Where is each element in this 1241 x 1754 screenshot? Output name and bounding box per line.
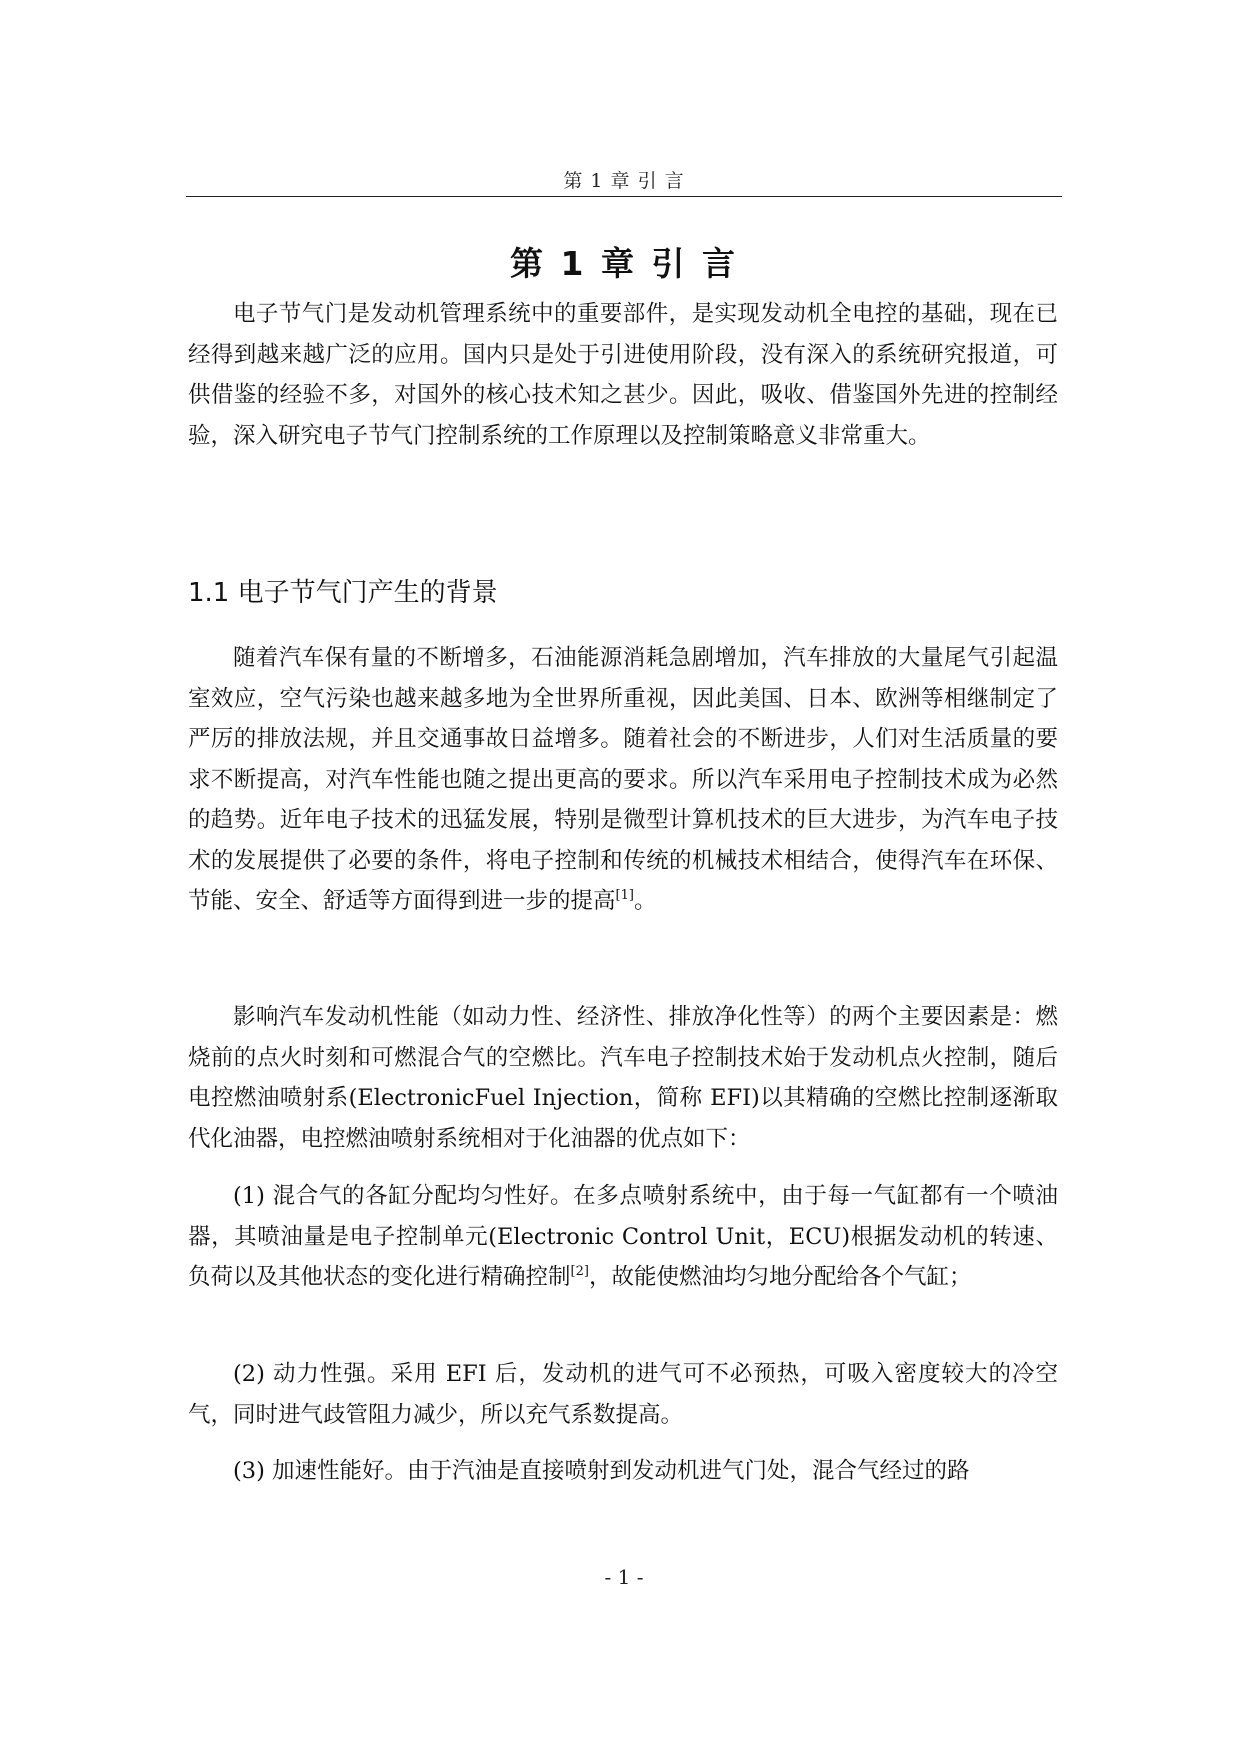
chapter-title: 第 1 章 引 言 (510, 244, 738, 283)
section-heading-1-1: 1.1 电子节气门产生的背景 (188, 578, 498, 608)
background-paragraph-1-end: 。 (633, 888, 657, 914)
advantage-item-3: (3) 加速性能好。由于汽油是直接喷射到发动机进气门处，混合气经过的路 (233, 1458, 970, 1484)
running-header: 第 1 章 引 言 (563, 170, 685, 192)
background-paragraph-2: 影响汽车发动机性能（如动力性、经济性、排放净化性等）的两个主要因素是：燃烧前的点火时刻和可燃混合气的空燃比。汽车电子控制技术始于发动机点火控制，随后电控燃油喷射系(ElectronicFuel Injection，简称 EFI)以其精确的空燃比控制逐渐取代化油器，电控燃油喷射系统相对于化油器的优点如下： (188, 1004, 1058, 1152)
intro-paragraph: 电子节气门是发动机管理系统中的重要部件，是实现发动机全电控的基础，现在已经得到越来越广泛的应用。国内只是处于引进使用阶段，没有深入的系统研究报道，可供借鉴的经验不多，对国外的核心技术知之甚少。因此，吸收、借鉴国外先进的控制经验，深入研究电子节气门控制系统的工作原理以及控制策略意义非常重大。 (188, 301, 1058, 449)
advantage-item-1-text: (1) 混合气的各缸分配均匀性好。在多点喷射系统中，由于每一气缸都有一个喷油器，其喷油量是电子控制单元(Electronic Control Unit，ECU)根据发动机的转速、负荷以及其他状态的变化进行精确控制 (188, 1183, 1058, 1290)
background-paragraph-1 (188, 638, 1058, 922)
header-rule (186, 196, 1062, 197)
citation-ref-1: [1] (615, 888, 634, 903)
advantage-item-1-end: ，故能使燃油均匀地分配给各个气缸； (588, 1264, 972, 1290)
citation-ref-2: [2] (570, 1264, 589, 1279)
background-paragraph-1-text: 随着汽车保有量的不断增多，石油能源消耗急剧增加，汽车排放的大量尾气引起温室效应，空气污染也越来越多地为全世界所重视，因此美国、日本、欧洲等相继制定了严厉的排放法规，并且交通事故日益增多。随着社会的不断进步，人们对生活质量的要求不断提高，对汽车性能也随之提出更高的要求。所以汽车采用电子控制技术成为必然的趋势。近年电子技术的迅猛发展，特别是微型计算机技术的巨大进步，为汽车电子技术的发展提供了必要的条件，将电子控制和传统的机械技术相结合，使得汽车在环保、节能、安全、舒适等方面得到进一步的提高 (188, 645, 1058, 914)
page-number: - 1 - (604, 1565, 644, 1589)
advantage-item-2: (2) 动力性强。采用 EFI 后，发动机的进气可不必预热，可吸入密度较大的冷空气，同时进气歧管阻力减少，所以充气系数提高。 (188, 1361, 1058, 1428)
advantage-item-1 (188, 1176, 1058, 1298)
